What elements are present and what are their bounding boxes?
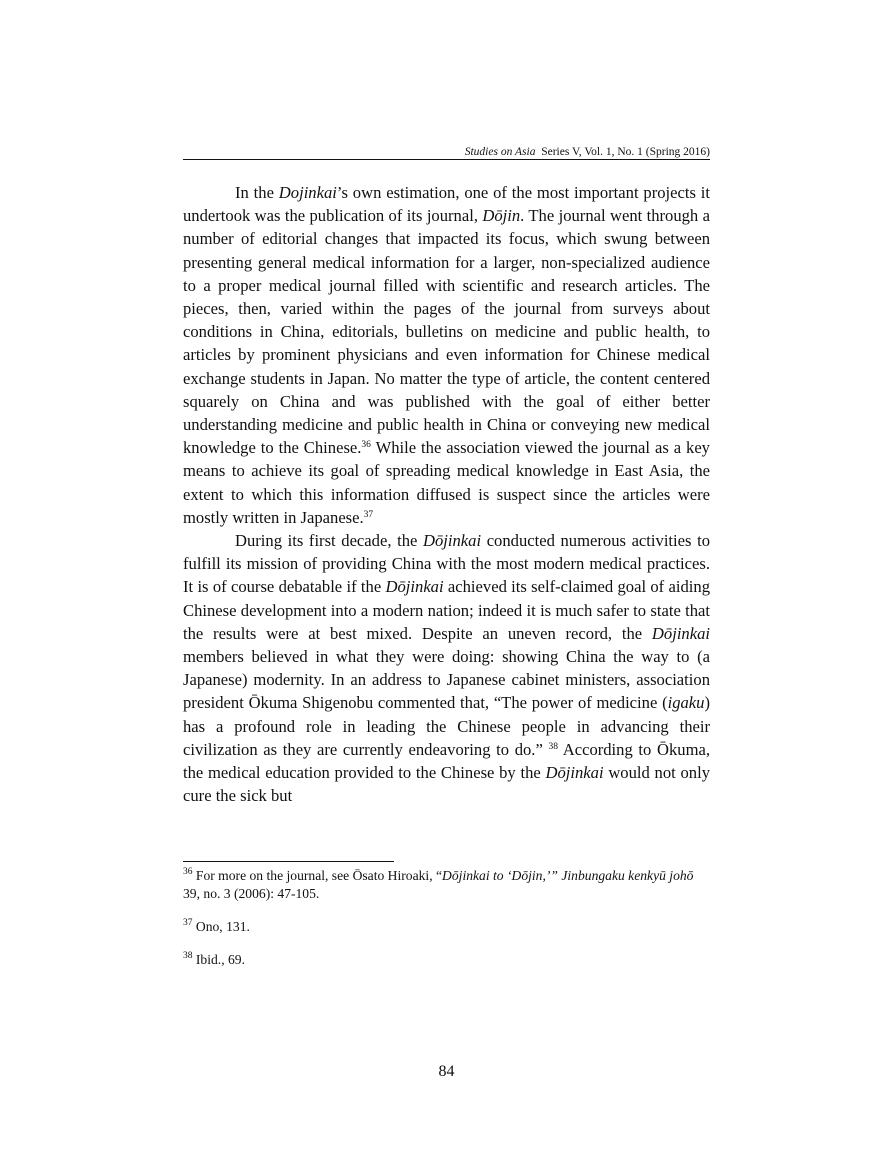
italic-term: Dōjin bbox=[482, 206, 521, 226]
footnote-text: Ibid., 69. bbox=[192, 952, 245, 967]
footnote-38 bbox=[183, 951, 710, 969]
footnote-number: 37 bbox=[183, 917, 193, 928]
footnote-text: For more on the journal, see Ōsato Hiroaki, “ bbox=[192, 868, 443, 883]
journal-title: Studies on Asia bbox=[464, 146, 536, 158]
paragraph-1 bbox=[183, 181, 710, 529]
text-run: While the association viewed the journal as a key means to achieve its goal of spreading medical knowledge in East Asia, the extent to which this information diffused is suspect since the articles were mostly written in Japanese. bbox=[183, 438, 710, 527]
italic-term: Dōjinkai bbox=[423, 531, 482, 551]
text-run: conducted numerous activities to fulfill its mission of providing China with the most modern medical practices. It is of course debatable if the bbox=[183, 531, 710, 597]
footnote-36 bbox=[183, 867, 710, 903]
text-run: achieved its self-claimed goal of aiding Chinese development into a modern nation; indeed it is much safer to state that the results were at best mixed. Despite an uneven record, the bbox=[183, 577, 710, 643]
body-text bbox=[183, 181, 710, 807]
text-run: During its first decade, the bbox=[235, 531, 423, 551]
italic-term: Dōjinkai bbox=[545, 763, 604, 783]
text-run: . The journal went through a number of editorial changes that impacted its focus, which swung between presenting general medical information for a larger, non-specialized audience to a proper medical journal filled with scientific and research articles. The pieces, then, varied within the pages of the journal from surveys about conditions in China, editorials, bulletins on medicine and public health, to articles by prominent physicians and even information for Chinese medical exchange students in Japan. No matter the type of article, the content centered squarely on China and was published with the goal of either better understanding medicine and public health in China or conveying new medical knowledge to the Chinese. bbox=[183, 206, 710, 458]
issue-info: Series V, Vol. 1, No. 1 (Spring 2016) bbox=[541, 146, 710, 158]
text-run: According to Ōkuma, the medical education provided to the Chinese by the bbox=[183, 739, 710, 783]
text-run: ’s own estimation, one of the most important projects it undertook was the publication of its journal, bbox=[183, 183, 710, 226]
text-run: members believed in what they were doing: showing China the way to (a Japanese) modernity. In an address to Japanese cabinet ministers, association president Ōkuma Shigenobu commented that, “The power of medicine ( bbox=[183, 647, 710, 713]
italic-term: Dojinkai bbox=[278, 183, 337, 202]
italic-term: Dōjinkai bbox=[385, 577, 444, 597]
footnote-ref-36[interactable]: 36 bbox=[361, 440, 371, 451]
page-number: 84 bbox=[438, 1063, 455, 1080]
footnote-number: 36 bbox=[183, 866, 193, 877]
header-rule bbox=[183, 159, 710, 160]
footnotes bbox=[183, 867, 710, 984]
running-header bbox=[183, 145, 710, 159]
footnote-text: 39, no. 3 (2006): 47-105. bbox=[183, 886, 320, 901]
footnote-ref-38[interactable]: 38 bbox=[548, 741, 558, 752]
footnote-number: 38 bbox=[183, 950, 193, 961]
footnote-37 bbox=[183, 918, 710, 936]
text-run: In the bbox=[235, 183, 279, 202]
italic-term: Dōjinkai bbox=[651, 623, 710, 643]
italic-term: igaku bbox=[667, 693, 705, 713]
paragraph-2 bbox=[183, 529, 710, 807]
text-run: would not only cure the sick but bbox=[183, 763, 711, 806]
footnote-text: Ono, 131. bbox=[192, 919, 250, 934]
footnote-ref-37[interactable]: 37 bbox=[363, 509, 374, 520]
text-run: ) has a profound role in leading the Chinese people in advancing their civilization as they are currently endeavoring to do.” bbox=[183, 693, 710, 759]
footnote-italic: Dōjinkai to ‘Dōjin,’” Jinbungaku kenkyū johō bbox=[442, 868, 694, 883]
footnote-rule bbox=[183, 861, 394, 862]
